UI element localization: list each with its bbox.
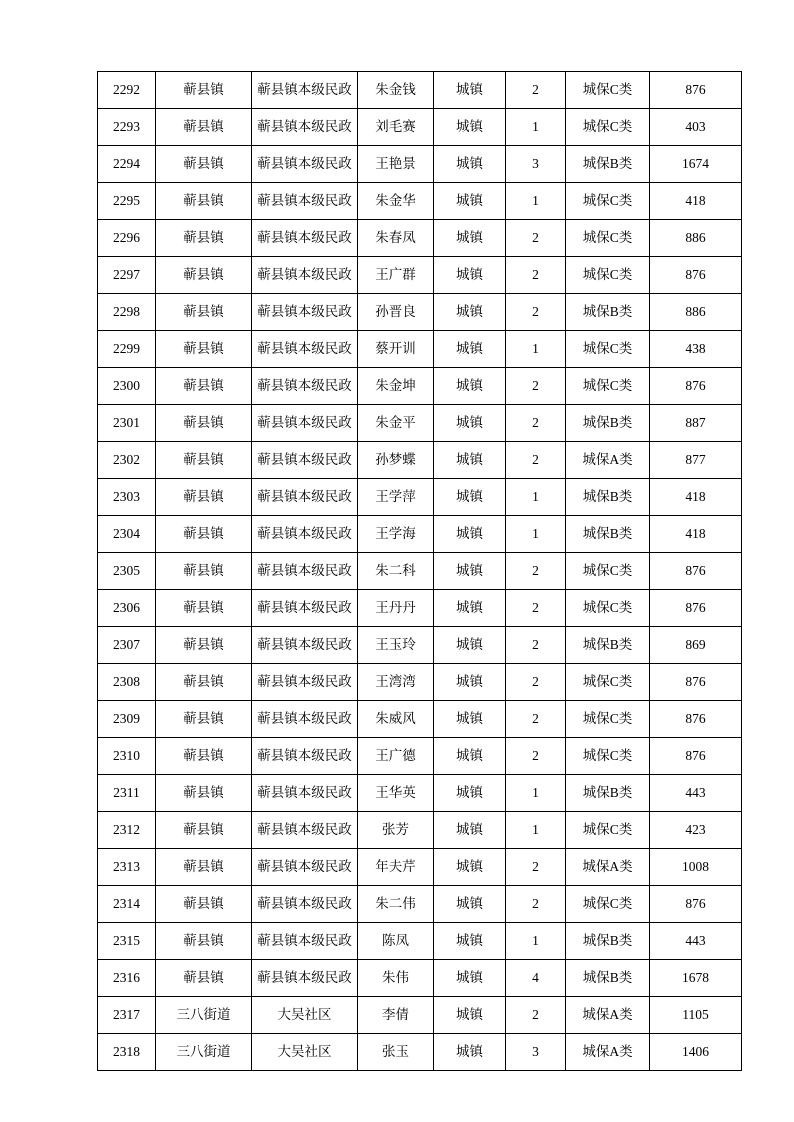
row-town: 蕲县镇 bbox=[156, 738, 252, 775]
row-unit bbox=[252, 294, 358, 331]
row-count: 1 bbox=[506, 775, 566, 812]
row-unit bbox=[252, 72, 358, 109]
row-name: 孙梦蝶 bbox=[358, 442, 434, 479]
table-row bbox=[98, 220, 742, 257]
row-unit bbox=[252, 701, 358, 738]
table-row bbox=[98, 923, 742, 960]
beneficiary-table bbox=[97, 71, 742, 1071]
table-row bbox=[98, 960, 742, 997]
row-amount: 403 bbox=[650, 109, 742, 146]
row-category: 城保B类 bbox=[566, 923, 650, 960]
row-amount: 1105 bbox=[650, 997, 742, 1034]
row-id: 2309 bbox=[98, 701, 156, 738]
row-amount: 1674 bbox=[650, 146, 742, 183]
row-type: 城镇 bbox=[434, 590, 506, 627]
row-unit bbox=[252, 886, 358, 923]
row-category: 城保B类 bbox=[566, 294, 650, 331]
row-amount: 1008 bbox=[650, 849, 742, 886]
row-count: 2 bbox=[506, 849, 566, 886]
row-category: 城保C类 bbox=[566, 72, 650, 109]
row-category: 城保A类 bbox=[566, 997, 650, 1034]
row-category: 城保B类 bbox=[566, 960, 650, 997]
row-unit bbox=[252, 553, 358, 590]
row-count: 2 bbox=[506, 997, 566, 1034]
row-type: 城镇 bbox=[434, 72, 506, 109]
table-row bbox=[98, 664, 742, 701]
row-category: 城保C类 bbox=[566, 553, 650, 590]
row-amount: 418 bbox=[650, 479, 742, 516]
row-count: 1 bbox=[506, 109, 566, 146]
row-id: 2311 bbox=[98, 775, 156, 812]
row-name: 陈凤 bbox=[358, 923, 434, 960]
row-name: 王学海 bbox=[358, 516, 434, 553]
row-name: 张玉 bbox=[358, 1034, 434, 1071]
row-unit bbox=[252, 590, 358, 627]
row-amount: 887 bbox=[650, 405, 742, 442]
row-unit bbox=[252, 923, 358, 960]
row-unit-text: 蕲县镇本级民政 bbox=[257, 229, 352, 245]
row-amount: 877 bbox=[650, 442, 742, 479]
table-row bbox=[98, 590, 742, 627]
row-category: 城保B类 bbox=[566, 775, 650, 812]
row-town: 蕲县镇 bbox=[156, 923, 252, 960]
row-count: 4 bbox=[506, 960, 566, 997]
row-town: 蕲县镇 bbox=[156, 479, 252, 516]
row-amount: 886 bbox=[650, 294, 742, 331]
row-town: 蕲县镇 bbox=[156, 405, 252, 442]
row-name: 王玉玲 bbox=[358, 627, 434, 664]
row-town: 蕲县镇 bbox=[156, 257, 252, 294]
row-type: 城镇 bbox=[434, 960, 506, 997]
row-id: 2296 bbox=[98, 220, 156, 257]
row-town: 蕲县镇 bbox=[156, 72, 252, 109]
row-id: 2298 bbox=[98, 294, 156, 331]
row-unit-text: 蕲县镇本级民政 bbox=[257, 340, 352, 356]
row-town: 三八街道 bbox=[156, 997, 252, 1034]
row-category: 城保C类 bbox=[566, 109, 650, 146]
row-unit bbox=[252, 664, 358, 701]
row-unit bbox=[252, 516, 358, 553]
row-id: 2303 bbox=[98, 479, 156, 516]
row-unit-text: 蕲县镇本级民政 bbox=[257, 710, 352, 726]
row-unit-text: 蕲县镇本级民政 bbox=[257, 451, 352, 467]
row-type: 城镇 bbox=[434, 664, 506, 701]
row-unit-text: 蕲县镇本级民政 bbox=[257, 932, 352, 948]
row-unit bbox=[252, 479, 358, 516]
row-type: 城镇 bbox=[434, 849, 506, 886]
row-type: 城镇 bbox=[434, 627, 506, 664]
row-unit-text: 蕲县镇本级民政 bbox=[257, 377, 352, 393]
row-town: 蕲县镇 bbox=[156, 109, 252, 146]
row-count: 2 bbox=[506, 442, 566, 479]
row-type: 城镇 bbox=[434, 220, 506, 257]
row-unit-text: 蕲县镇本级民政 bbox=[257, 192, 352, 208]
row-category: 城保C类 bbox=[566, 812, 650, 849]
table-row bbox=[98, 516, 742, 553]
row-type: 城镇 bbox=[434, 738, 506, 775]
row-type: 城镇 bbox=[434, 479, 506, 516]
row-count: 3 bbox=[506, 1034, 566, 1071]
row-amount: 876 bbox=[650, 664, 742, 701]
row-category: 城保C类 bbox=[566, 331, 650, 368]
row-category: 城保C类 bbox=[566, 368, 650, 405]
row-unit-text: 蕲县镇本级民政 bbox=[257, 414, 352, 430]
row-name: 王丹丹 bbox=[358, 590, 434, 627]
row-unit-text: 蕲县镇本级民政 bbox=[257, 266, 352, 282]
row-count: 2 bbox=[506, 220, 566, 257]
table-row bbox=[98, 849, 742, 886]
table-row bbox=[98, 405, 742, 442]
row-amount: 443 bbox=[650, 923, 742, 960]
row-unit-text: 大吴社区 bbox=[277, 1043, 332, 1059]
row-unit bbox=[252, 1034, 358, 1071]
row-unit-text: 蕲县镇本级民政 bbox=[257, 821, 352, 837]
row-count: 2 bbox=[506, 257, 566, 294]
row-type: 城镇 bbox=[434, 553, 506, 590]
row-category: 城保B类 bbox=[566, 627, 650, 664]
row-amount: 876 bbox=[650, 886, 742, 923]
row-type: 城镇 bbox=[434, 368, 506, 405]
row-name: 朱伟 bbox=[358, 960, 434, 997]
row-unit bbox=[252, 960, 358, 997]
row-id: 2294 bbox=[98, 146, 156, 183]
row-town: 蕲县镇 bbox=[156, 146, 252, 183]
row-count: 1 bbox=[506, 923, 566, 960]
row-town: 蕲县镇 bbox=[156, 960, 252, 997]
table-row bbox=[98, 442, 742, 479]
row-count: 2 bbox=[506, 701, 566, 738]
row-id: 2317 bbox=[98, 997, 156, 1034]
row-name: 朱金平 bbox=[358, 405, 434, 442]
row-id: 2307 bbox=[98, 627, 156, 664]
row-unit-text: 蕲县镇本级民政 bbox=[257, 747, 352, 763]
row-category: 城保C类 bbox=[566, 886, 650, 923]
row-id: 2297 bbox=[98, 257, 156, 294]
table-row bbox=[98, 72, 742, 109]
row-town: 蕲县镇 bbox=[156, 627, 252, 664]
row-category: 城保C类 bbox=[566, 220, 650, 257]
row-unit-text: 蕲县镇本级民政 bbox=[257, 673, 352, 689]
row-amount: 876 bbox=[650, 590, 742, 627]
row-type: 城镇 bbox=[434, 331, 506, 368]
row-unit-text: 蕲县镇本级民政 bbox=[257, 969, 352, 985]
table-row bbox=[98, 109, 742, 146]
row-unit bbox=[252, 849, 358, 886]
row-type: 城镇 bbox=[434, 886, 506, 923]
row-unit-text: 蕲县镇本级民政 bbox=[257, 303, 352, 319]
row-unit bbox=[252, 997, 358, 1034]
row-category: 城保C类 bbox=[566, 664, 650, 701]
row-name: 王华英 bbox=[358, 775, 434, 812]
row-name: 张芳 bbox=[358, 812, 434, 849]
row-name: 朱金华 bbox=[358, 183, 434, 220]
row-town: 蕲县镇 bbox=[156, 886, 252, 923]
table-row bbox=[98, 812, 742, 849]
row-town: 蕲县镇 bbox=[156, 331, 252, 368]
row-category: 城保A类 bbox=[566, 442, 650, 479]
row-count: 2 bbox=[506, 294, 566, 331]
table-row bbox=[98, 997, 742, 1034]
row-town: 蕲县镇 bbox=[156, 590, 252, 627]
row-category: 城保B类 bbox=[566, 146, 650, 183]
row-name: 王广群 bbox=[358, 257, 434, 294]
row-town: 蕲县镇 bbox=[156, 442, 252, 479]
table-row bbox=[98, 701, 742, 738]
row-id: 2313 bbox=[98, 849, 156, 886]
row-unit bbox=[252, 146, 358, 183]
row-type: 城镇 bbox=[434, 923, 506, 960]
row-town: 蕲县镇 bbox=[156, 775, 252, 812]
table-row bbox=[98, 479, 742, 516]
row-category: 城保C类 bbox=[566, 701, 650, 738]
row-town: 蕲县镇 bbox=[156, 701, 252, 738]
row-unit-text: 蕲县镇本级民政 bbox=[257, 784, 352, 800]
row-unit-text: 蕲县镇本级民政 bbox=[257, 599, 352, 615]
row-category: 城保B类 bbox=[566, 405, 650, 442]
row-id: 2302 bbox=[98, 442, 156, 479]
row-id: 2318 bbox=[98, 1034, 156, 1071]
row-id: 2308 bbox=[98, 664, 156, 701]
row-category: 城保C类 bbox=[566, 257, 650, 294]
row-town: 蕲县镇 bbox=[156, 368, 252, 405]
row-count: 1 bbox=[506, 331, 566, 368]
row-unit-text: 蕲县镇本级民政 bbox=[257, 525, 352, 541]
row-unit bbox=[252, 812, 358, 849]
row-count: 1 bbox=[506, 183, 566, 220]
row-amount: 418 bbox=[650, 516, 742, 553]
row-id: 2305 bbox=[98, 553, 156, 590]
table-row bbox=[98, 183, 742, 220]
row-id: 2306 bbox=[98, 590, 156, 627]
row-category: 城保C类 bbox=[566, 590, 650, 627]
table-row bbox=[98, 368, 742, 405]
row-town: 蕲县镇 bbox=[156, 812, 252, 849]
row-name: 朱春凤 bbox=[358, 220, 434, 257]
row-unit bbox=[252, 109, 358, 146]
table-row bbox=[98, 257, 742, 294]
row-count: 2 bbox=[506, 553, 566, 590]
table-row bbox=[98, 738, 742, 775]
row-amount: 1406 bbox=[650, 1034, 742, 1071]
row-amount: 443 bbox=[650, 775, 742, 812]
row-count: 1 bbox=[506, 479, 566, 516]
row-type: 城镇 bbox=[434, 405, 506, 442]
row-unit-text: 蕲县镇本级民政 bbox=[257, 488, 352, 504]
row-unit bbox=[252, 405, 358, 442]
row-town: 蕲县镇 bbox=[156, 220, 252, 257]
row-count: 1 bbox=[506, 812, 566, 849]
row-town: 蕲县镇 bbox=[156, 664, 252, 701]
table-row bbox=[98, 775, 742, 812]
row-unit bbox=[252, 220, 358, 257]
row-category: 城保A类 bbox=[566, 1034, 650, 1071]
row-category: 城保A类 bbox=[566, 849, 650, 886]
row-type: 城镇 bbox=[434, 997, 506, 1034]
row-amount: 876 bbox=[650, 72, 742, 109]
row-amount: 876 bbox=[650, 368, 742, 405]
row-unit-text: 蕲县镇本级民政 bbox=[257, 155, 352, 171]
row-town: 蕲县镇 bbox=[156, 553, 252, 590]
row-id: 2316 bbox=[98, 960, 156, 997]
row-amount: 876 bbox=[650, 701, 742, 738]
row-name: 年夫芹 bbox=[358, 849, 434, 886]
row-category: 城保C类 bbox=[566, 738, 650, 775]
row-unit bbox=[252, 738, 358, 775]
row-amount: 423 bbox=[650, 812, 742, 849]
row-unit-text: 蕲县镇本级民政 bbox=[257, 858, 352, 874]
row-type: 城镇 bbox=[434, 812, 506, 849]
table-row bbox=[98, 331, 742, 368]
row-category: 城保B类 bbox=[566, 479, 650, 516]
row-count: 2 bbox=[506, 590, 566, 627]
row-count: 2 bbox=[506, 627, 566, 664]
row-type: 城镇 bbox=[434, 183, 506, 220]
row-count: 2 bbox=[506, 664, 566, 701]
row-unit bbox=[252, 442, 358, 479]
row-category: 城保B类 bbox=[566, 516, 650, 553]
row-name: 孙晋良 bbox=[358, 294, 434, 331]
row-unit-text: 蕲县镇本级民政 bbox=[257, 636, 352, 652]
row-name: 蔡开训 bbox=[358, 331, 434, 368]
row-amount: 1678 bbox=[650, 960, 742, 997]
row-type: 城镇 bbox=[434, 257, 506, 294]
row-unit bbox=[252, 775, 358, 812]
row-id: 2304 bbox=[98, 516, 156, 553]
row-id: 2292 bbox=[98, 72, 156, 109]
row-unit bbox=[252, 331, 358, 368]
row-amount: 418 bbox=[650, 183, 742, 220]
row-name: 朱二科 bbox=[358, 553, 434, 590]
row-name: 刘毛赛 bbox=[358, 109, 434, 146]
row-name: 王湾湾 bbox=[358, 664, 434, 701]
row-amount: 869 bbox=[650, 627, 742, 664]
row-type: 城镇 bbox=[434, 109, 506, 146]
row-amount: 438 bbox=[650, 331, 742, 368]
table-row bbox=[98, 886, 742, 923]
row-amount: 876 bbox=[650, 553, 742, 590]
row-unit-text: 蕲县镇本级民政 bbox=[257, 895, 352, 911]
row-count: 2 bbox=[506, 738, 566, 775]
row-type: 城镇 bbox=[434, 146, 506, 183]
row-type: 城镇 bbox=[434, 442, 506, 479]
row-id: 2310 bbox=[98, 738, 156, 775]
row-unit bbox=[252, 257, 358, 294]
row-type: 城镇 bbox=[434, 1034, 506, 1071]
row-count: 2 bbox=[506, 405, 566, 442]
table-body bbox=[98, 72, 742, 1071]
row-name: 王学萍 bbox=[358, 479, 434, 516]
row-id: 2293 bbox=[98, 109, 156, 146]
row-amount: 886 bbox=[650, 220, 742, 257]
row-id: 2299 bbox=[98, 331, 156, 368]
row-unit bbox=[252, 627, 358, 664]
row-unit-text: 蕲县镇本级民政 bbox=[257, 562, 352, 578]
row-name: 朱二伟 bbox=[358, 886, 434, 923]
row-id: 2301 bbox=[98, 405, 156, 442]
row-count: 1 bbox=[506, 516, 566, 553]
row-name: 朱威风 bbox=[358, 701, 434, 738]
row-town: 三八街道 bbox=[156, 1034, 252, 1071]
row-town: 蕲县镇 bbox=[156, 294, 252, 331]
row-unit-text: 大吴社区 bbox=[277, 1006, 332, 1022]
row-unit bbox=[252, 368, 358, 405]
row-count: 2 bbox=[506, 886, 566, 923]
row-type: 城镇 bbox=[434, 775, 506, 812]
row-count: 2 bbox=[506, 72, 566, 109]
row-town: 蕲县镇 bbox=[156, 183, 252, 220]
row-unit bbox=[252, 183, 358, 220]
row-name: 王艳景 bbox=[358, 146, 434, 183]
table-row bbox=[98, 1034, 742, 1071]
row-id: 2295 bbox=[98, 183, 156, 220]
row-name: 王广德 bbox=[358, 738, 434, 775]
table-row bbox=[98, 627, 742, 664]
row-name: 李倩 bbox=[358, 997, 434, 1034]
row-name: 朱金坤 bbox=[358, 368, 434, 405]
row-amount: 876 bbox=[650, 257, 742, 294]
row-amount: 876 bbox=[650, 738, 742, 775]
row-count: 2 bbox=[506, 368, 566, 405]
row-count: 3 bbox=[506, 146, 566, 183]
row-town: 蕲县镇 bbox=[156, 516, 252, 553]
row-type: 城镇 bbox=[434, 294, 506, 331]
row-unit-text: 蕲县镇本级民政 bbox=[257, 118, 352, 134]
row-id: 2315 bbox=[98, 923, 156, 960]
row-id: 2312 bbox=[98, 812, 156, 849]
row-name: 朱金钱 bbox=[358, 72, 434, 109]
row-unit-text: 蕲县镇本级民政 bbox=[257, 81, 352, 97]
table-row bbox=[98, 146, 742, 183]
row-type: 城镇 bbox=[434, 516, 506, 553]
row-type: 城镇 bbox=[434, 701, 506, 738]
row-id: 2300 bbox=[98, 368, 156, 405]
row-town: 蕲县镇 bbox=[156, 849, 252, 886]
row-id: 2314 bbox=[98, 886, 156, 923]
table-row bbox=[98, 553, 742, 590]
table-row bbox=[98, 294, 742, 331]
row-category: 城保C类 bbox=[566, 183, 650, 220]
